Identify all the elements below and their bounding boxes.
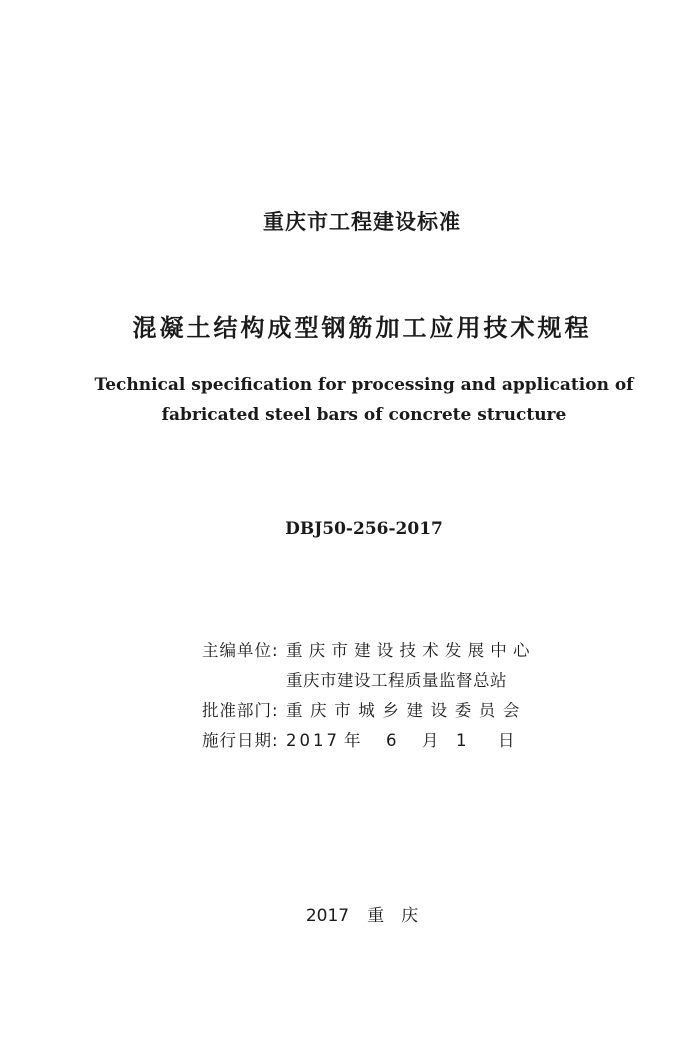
editor-unit-2: 重庆市建设工程质量监督总站	[286, 671, 507, 690]
approval-row	[202, 697, 536, 727]
effective-date-row	[202, 727, 536, 757]
publication-footer	[12, 901, 700, 926]
footer-city: 重 庆	[367, 906, 419, 926]
approval-label: 批准部门:	[202, 701, 279, 720]
footer-year: 2017	[305, 906, 350, 926]
date-year: 2017	[286, 731, 340, 750]
title-english-line-1: Technical specification for processing and application of	[94, 375, 634, 395]
date-day-unit: 日	[498, 731, 515, 750]
editor-label: 主编单位:	[202, 641, 279, 660]
title-english-line-2: fabricated steel bars of concrete structure	[161, 405, 567, 425]
effective-date-label: 施行日期:	[202, 731, 279, 750]
editor-row-2	[202, 667, 536, 697]
standard-series: 重庆市工程建设标准	[263, 210, 461, 234]
editor-row	[202, 637, 536, 667]
title-chinese: 混凝土结构成型钢筋加工应用技术规程	[132, 314, 592, 342]
standard-code: DBJ50-256-2017	[285, 519, 443, 539]
date-month-unit: 月	[422, 731, 439, 750]
approval-department: 重庆市城乡建设委员会	[286, 701, 527, 720]
publication-info	[202, 637, 536, 757]
date-year-unit: 年	[344, 731, 361, 750]
editor-unit-1: 重庆市建设技术发展中心	[286, 641, 536, 660]
date-day: 1	[456, 731, 467, 750]
date-month: 6	[386, 731, 397, 750]
